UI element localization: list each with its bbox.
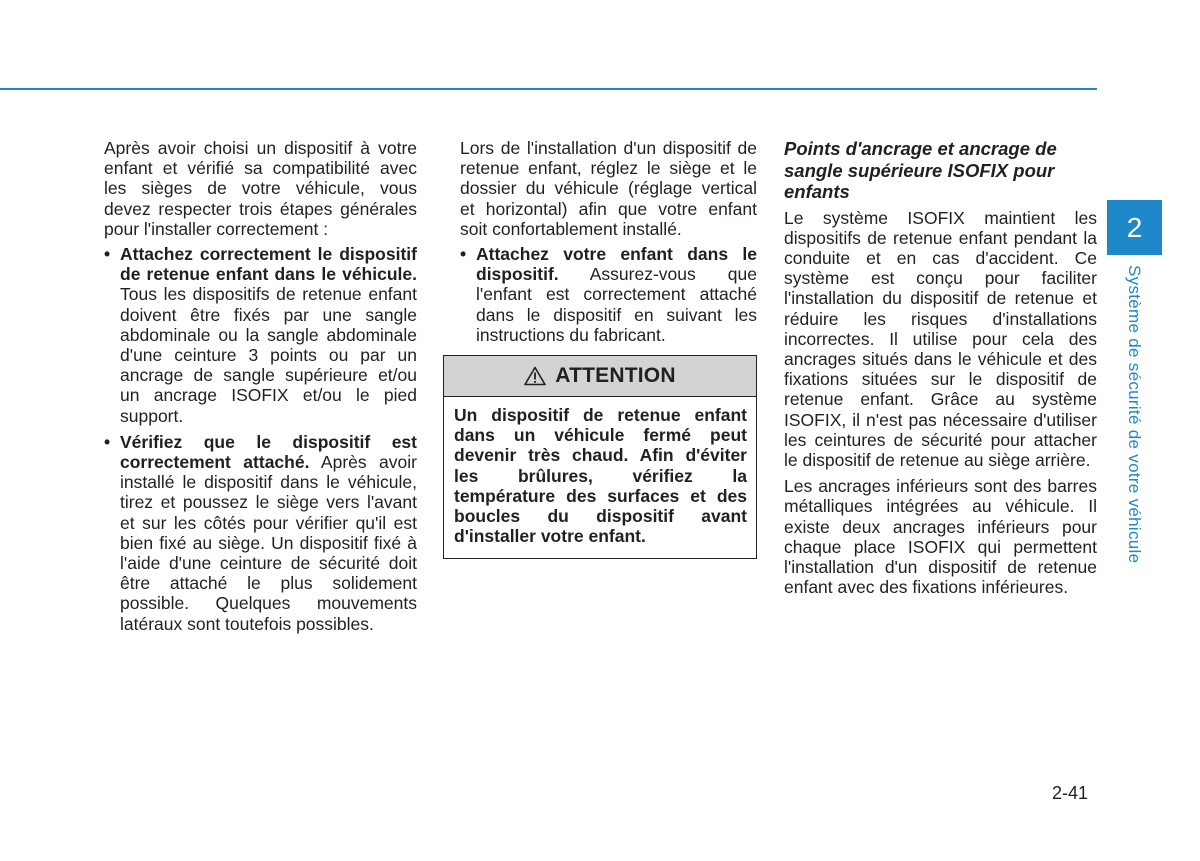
step-text: Tous les dispositifs de retenue enfant doivent être fixés par une sangle abdominale ou la sangle abdominale d'une ceinture 3 points ou par un ancrage de sangle supérieure et/ou un ancrage ISOFIX et/ou le pied support. <box>120 284 417 426</box>
step-heading: Attachez correctement le dispositif de retenue enfant dans le véhicule. <box>120 244 417 285</box>
list-item <box>460 244 757 345</box>
chapter-number-tab: 2 <box>1107 200 1162 255</box>
chapter-title: Système de sécurité de votre véhicule <box>1125 265 1144 564</box>
section-heading: Points d'ancrage et ancrage de sangle supérieure ISOFIX pour enfants <box>784 138 1057 202</box>
steps-list <box>104 244 417 634</box>
list-item <box>104 432 417 634</box>
step-heading: Vérifiez que le dispositif est correctement attaché. <box>120 431 417 473</box>
attention-text: Un dispositif de retenue enfant dans un véhicule fermé peut devenir très chaud. Afin d'éviter les brûlures, vérifiez la température des surfaces et des boucles du dispositif avant d'installer votre enfant. <box>454 405 747 547</box>
page-number: 2-41 <box>1052 783 1089 803</box>
list-item <box>104 244 417 426</box>
attention-title: ATTENTION <box>555 364 676 387</box>
intro-paragraph: Après avoir choisi un dispositif à votre enfant et vérifié sa compatibilité avec les sièges de votre véhicule, vous devez respecter trois étapes générales pour l'installer correctement : <box>104 138 417 239</box>
paragraph: Les ancrages inférieurs sont des barres métalliques intégrées au véhicule. Il existe deux ancrages inférieurs pour chaque place ISOFIX qui permettent l'installation d'un dispositif de retenue enfant avec des fixations inférieures. <box>784 476 1097 598</box>
step-text: Assurez-vous que l'enfant est correctement attaché dans le dispositif en suivant les instructions du fabricant. <box>476 264 757 345</box>
step-heading: Attachez votre enfant dans le dispositif. <box>476 244 757 285</box>
column-right <box>784 138 1097 597</box>
column-middle <box>460 138 757 351</box>
top-rule <box>0 88 1097 90</box>
attention-header <box>444 356 756 397</box>
paragraph: Le système ISOFIX maintient les dispositifs de retenue enfant pendant la conduite et en cas d'accident. Ce système est conçu pour faciliter l'installation du dispositif de retenue et réduire les risques d'installations incorrectes. Il utilise pour cela des ancrages situés dans le véhicule et des fixations situées sur le dispositif de retenue enfant. Grâce au système ISOFIX, il n'est pas nécessaire d'utiliser les ceintures de sécurité pour attacher le dispositif de retenue au siège arrière. <box>784 207 1097 470</box>
column-left <box>104 138 417 640</box>
intro-paragraph: Lors de l'installation d'un dispositif de retenue enfant, réglez le siège et le dossier du véhicule (réglage vertical et horizontal) afin que votre enfant soit confortablement installé. <box>460 138 757 239</box>
step-text: Après avoir installé le dispositif dans le véhicule, tirez et poussez le siège vers l'avant et sur les côtés pour vérifier qu'il est bien fixé au siège. Un dispositif fixé à l'aide d'une ceinture de sécurité doit être attaché le plus solidement possible. Quelques mouvements latéraux sont toutefois possibles. <box>120 452 417 634</box>
warning-triangle-icon <box>524 366 546 386</box>
attention-box <box>443 355 757 559</box>
steps-list <box>460 244 757 345</box>
